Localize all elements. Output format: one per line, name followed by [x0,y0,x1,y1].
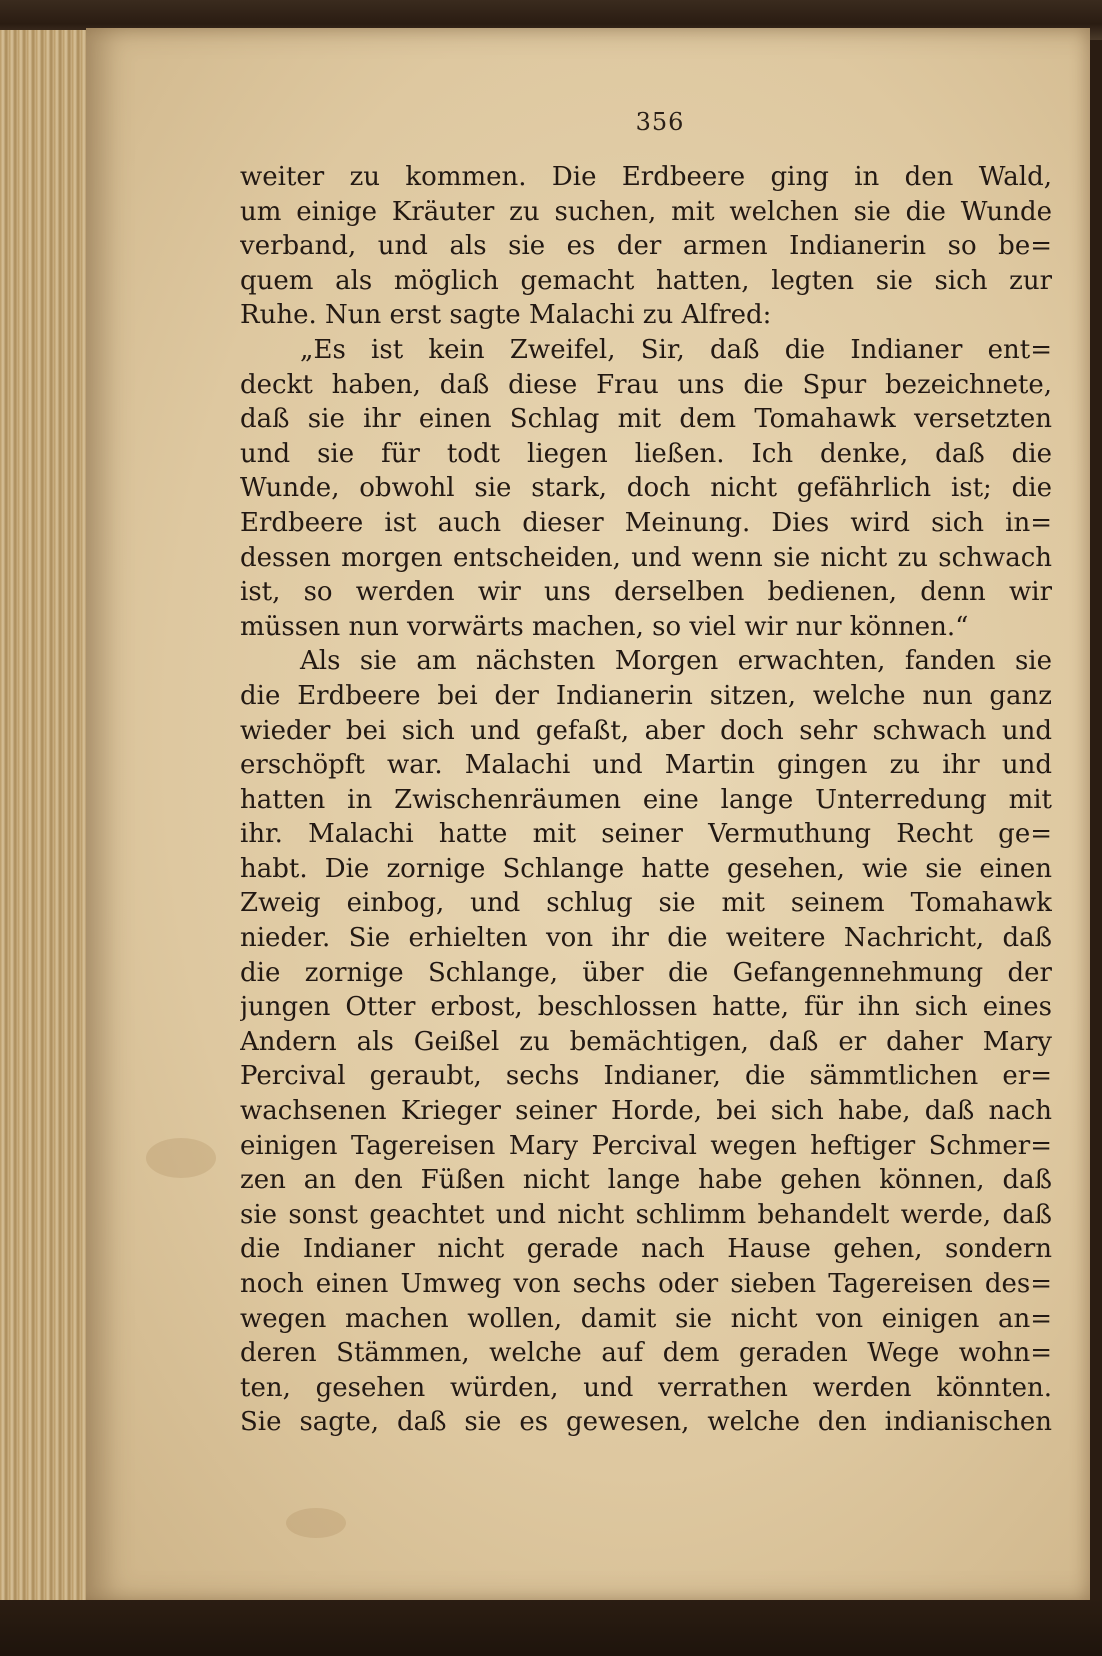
text-line: daß sie ihr einen Schlag mit dem Tomahawk versetzten [240,404,1052,435]
page-number: 356 [635,108,685,136]
text-line: zen an den Füßen nicht lange habe gehen können, daß [240,1165,1052,1196]
text-line: Zweig einbog, und schlug sie mit seinem Tomahawk [240,888,1052,919]
text-line: einigen Tagereisen Mary Percival wegen heftiger Schmer= [240,1130,1052,1161]
text-line: deren Stämmen, welche auf dem geraden Wege wohn= [240,1338,1052,1369]
text-line: Percival geraubt, sechs Indianer, die sämmtlichen er= [240,1061,1052,1092]
text-line: dessen morgen entscheiden, und wenn sie nicht zu schwach [240,542,1052,573]
stain [286,1508,346,1538]
text-line: ist, so werden wir uns derselben bedienen, denn wir [240,577,1052,608]
text-line: die zornige Schlange, über die Gefangennehmung der [240,957,1052,988]
text-line: nieder. Sie erhielten von ihr die weitere Nachricht, daß [240,923,1052,954]
text-line: die Erdbeere bei der Indianerin sitzen, welche nun ganz [240,680,1052,711]
text-line: wieder bei sich und gefaßt, aber doch sehr schwach und [240,715,1052,746]
body-text [240,160,1052,1440]
text-line: verband, und als sie es der armen Indianerin so be= [240,231,1052,262]
text-line: Andern als Geißel zu bemächtigen, daß er daher Mary [240,1026,1052,1057]
text-line: Ruhe. Nun erst sagte Malachi zu Alfred: [240,300,772,331]
text-line: quem als möglich gemacht hatten, legten sie sich zur [240,265,1052,296]
text-line: wachsenen Krieger seiner Horde, bei sich habe, daß nach [240,1096,1052,1127]
text-line: ten, gesehen würden, und verrathen werden könnten. [240,1372,1052,1403]
text-line: erschöpft war. Malachi und Martin gingen zu ihr und [240,750,1052,781]
stain [146,1138,216,1178]
text-line: Erdbeere ist auch dieser Meinung. Dies wird sich in= [240,507,1052,538]
text-line: die Indianer nicht gerade nach Hause gehen, sondern [240,1234,1052,1265]
text-line: Sie sagte, daß sie es gewesen, welche den indianischen [240,1407,1052,1438]
page-edges [0,30,100,1610]
text-line: habt. Die zornige Schlange hatte gesehen, wie sie einen [240,853,1052,884]
text-line: und sie für todt liegen ließen. Ich denke, daß die [240,438,1052,469]
text-line: jungen Otter erbost, beschlossen hatte, für ihn sich eines [240,992,1052,1023]
text-line: ihr. Malachi hatte mit seiner Vermuthung Recht ge= [240,819,1052,850]
text-line: wegen machen wollen, damit sie nicht von einigen an= [240,1303,1052,1334]
text-line: „Es ist kein Zweifel, Sir, daß die Indianer ent= [300,334,1052,365]
text-line: weiter zu kommen. Die Erdbeere ging in den Wald, [240,162,1052,192]
text-line: Als sie am nächsten Morgen erwachten, fanden sie [300,646,1052,677]
text-line: müssen nun vorwärts machen, so viel wir nur können.“ [240,611,969,642]
text-line: hatten in Zwischenräumen eine lange Unterredung mit [240,784,1052,815]
text-line: um einige Kräuter zu suchen, mit welchen sie die Wunde [240,196,1052,227]
text-line: deckt haben, daß diese Frau uns die Spur bezeichnete, [240,369,1052,400]
book-bottom-edge [0,1600,1102,1656]
text-line: Wunde, obwohl sie stark, doch nicht gefährlich ist; die [240,473,1052,504]
text-line: sie sonst geachtet und nicht schlimm behandelt werde, daß [240,1199,1052,1230]
text-line: noch einen Umweg von sechs oder sieben Tagereisen des= [240,1269,1052,1299]
